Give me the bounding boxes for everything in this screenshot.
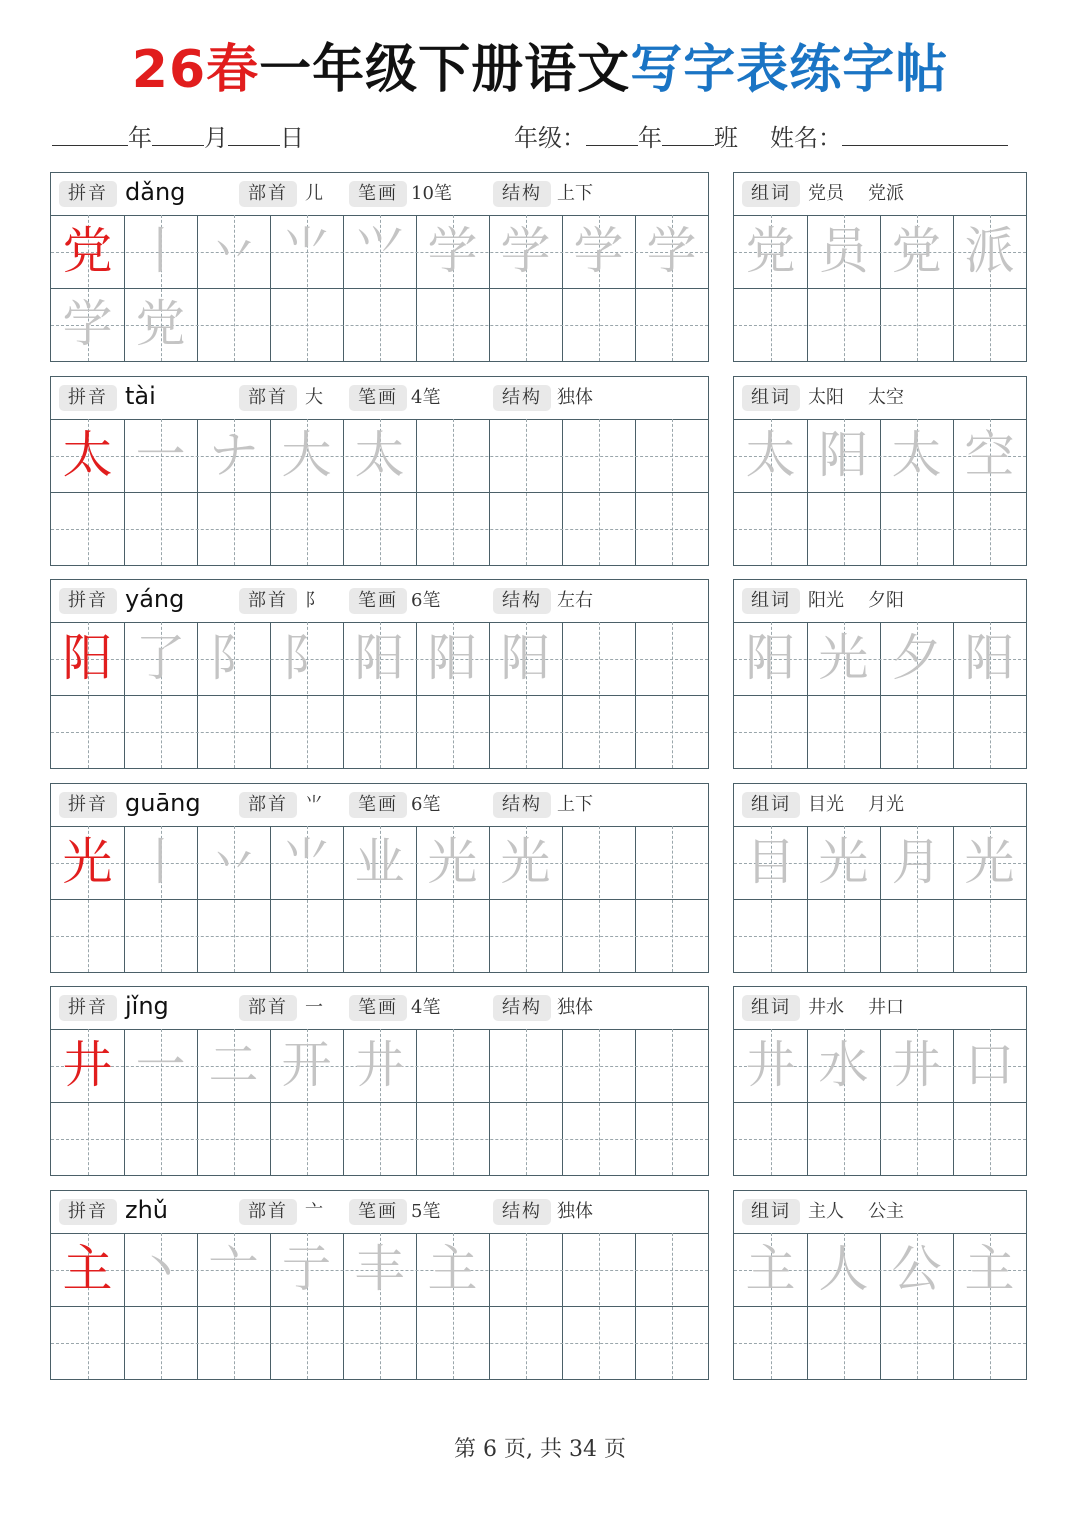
- writing-grid: [734, 419, 1026, 565]
- writing-cell[interactable]: [953, 899, 1026, 972]
- page-number: 第 6 页, 共 34 页: [454, 1437, 626, 1462]
- writing-cell[interactable]: [880, 288, 953, 361]
- word-char-trace: 口: [964, 1036, 1015, 1094]
- stroke-order-trace: 学: [62, 295, 113, 353]
- writing-cell[interactable]: [197, 899, 270, 972]
- writing-cell[interactable]: [635, 1306, 708, 1379]
- writing-grid: [51, 215, 708, 361]
- date-fields: [52, 118, 304, 154]
- word-char-trace: 党: [745, 222, 796, 280]
- day-label: 日: [280, 124, 304, 152]
- class-blank[interactable]: [662, 123, 714, 146]
- grade-year-blank[interactable]: [586, 123, 638, 146]
- radical-value: 一: [305, 997, 323, 1018]
- model-character: 阳: [62, 629, 113, 687]
- pinyin-value: tài: [125, 382, 156, 410]
- writing-cell[interactable]: [635, 695, 708, 768]
- writing-grid: [51, 622, 708, 768]
- word-1: 主人: [808, 1201, 844, 1222]
- strokes-value: 4笔: [411, 997, 441, 1018]
- class-label: 班: [714, 124, 738, 152]
- writing-cell[interactable]: [807, 1102, 880, 1175]
- writing-cell[interactable]: [197, 695, 270, 768]
- stroke-order-trace: ナ: [208, 426, 259, 484]
- word-char-trace: 井: [745, 1036, 796, 1094]
- writing-cell[interactable]: [416, 1029, 489, 1102]
- writing-cell[interactable]: [124, 899, 197, 972]
- writing-cell[interactable]: [489, 1233, 562, 1306]
- structure-value: 上下: [557, 183, 593, 204]
- writing-cell[interactable]: [489, 1029, 562, 1102]
- pinyin-tag: 拼音: [59, 995, 117, 1021]
- words-card: [733, 783, 1027, 973]
- pinyin-tag: 拼音: [59, 792, 117, 818]
- radical-value: 儿: [305, 183, 323, 204]
- title-part-red: 26春: [131, 40, 260, 100]
- writing-grid: [734, 1233, 1026, 1379]
- radical-tag: 部首: [239, 385, 297, 411]
- char-card: [50, 376, 709, 566]
- word-2: 党派: [868, 183, 904, 204]
- word-char-trace: 阳: [964, 629, 1015, 687]
- writing-cell[interactable]: [489, 288, 562, 361]
- strokes-tag: 笔画: [349, 588, 407, 614]
- writing-cell[interactable]: [416, 492, 489, 565]
- writing-cell[interactable]: [51, 899, 124, 972]
- stroke-order-trace: 井: [354, 1036, 405, 1094]
- writing-grid: [734, 826, 1026, 972]
- pinyin-tag: 拼音: [59, 588, 117, 614]
- char-card-header: [51, 377, 708, 420]
- stroke-order-trace: ⺍: [354, 222, 405, 280]
- name-blank[interactable]: [842, 123, 1008, 146]
- writing-cell[interactable]: [197, 492, 270, 565]
- char-card-header: [51, 784, 708, 827]
- words-card-header: [734, 173, 1026, 216]
- writing-cell[interactable]: [635, 622, 708, 695]
- words-card-header: [734, 987, 1026, 1030]
- word-char-trace: 派: [964, 222, 1015, 280]
- writing-cell[interactable]: [197, 1306, 270, 1379]
- writing-cell[interactable]: [807, 288, 880, 361]
- grade-year-label: 年: [638, 124, 662, 152]
- writing-cell[interactable]: [343, 1306, 416, 1379]
- writing-cell[interactable]: [734, 492, 807, 565]
- stroke-order-trace: 开: [281, 1036, 332, 1094]
- writing-cell[interactable]: [562, 899, 635, 972]
- writing-cell[interactable]: [880, 492, 953, 565]
- writing-cell[interactable]: [635, 1102, 708, 1175]
- word-char-trace: 太: [891, 426, 942, 484]
- stroke-order-trace: 阝: [208, 629, 259, 687]
- stroke-order-trace: 亍: [281, 1240, 332, 1298]
- stroke-order-trace: ⺌: [281, 222, 332, 280]
- writing-cell[interactable]: [734, 695, 807, 768]
- strokes-value: 10笔: [411, 183, 452, 204]
- writing-cell[interactable]: [635, 419, 708, 492]
- writing-cell[interactable]: [51, 1102, 124, 1175]
- writing-grid: [734, 1029, 1026, 1175]
- writing-cell[interactable]: [734, 899, 807, 972]
- radical-value: ⺌: [305, 794, 323, 815]
- words-card-header: [734, 1191, 1026, 1234]
- stroke-order-trace: 亠: [208, 1240, 259, 1298]
- radical-tag: 部首: [239, 995, 297, 1021]
- word-char-trace: 阳: [818, 426, 869, 484]
- writing-cell[interactable]: [489, 695, 562, 768]
- writing-cell[interactable]: [562, 826, 635, 899]
- stroke-order-trace: 二: [208, 1036, 259, 1094]
- stroke-order-trace: ⺌: [281, 833, 332, 891]
- stroke-order-trace: 丷: [208, 222, 259, 280]
- structure-value: 上下: [557, 794, 593, 815]
- model-character: 主: [62, 1240, 113, 1298]
- pinyin-value: guāng: [125, 789, 201, 817]
- pinyin-tag: 拼音: [59, 385, 117, 411]
- stroke-order-trace: 大: [281, 426, 332, 484]
- words-card-header: [734, 377, 1026, 420]
- stroke-order-trace: 学: [573, 222, 624, 280]
- word-char-trace: 井: [891, 1036, 942, 1094]
- stroke-order-trace: 学: [500, 222, 551, 280]
- stroke-order-trace: 光: [427, 833, 478, 891]
- month-label: 月: [204, 124, 228, 152]
- title-part-blue: 写字表练字帖: [630, 40, 949, 100]
- writing-cell[interactable]: [489, 899, 562, 972]
- word-char-trace: 主: [745, 1240, 796, 1298]
- structure-value: 独体: [557, 1201, 593, 1222]
- stroke-order-trace: 丶: [135, 1240, 186, 1298]
- model-character: 党: [62, 222, 113, 280]
- writing-cell[interactable]: [562, 419, 635, 492]
- stroke-order-trace: 光: [500, 833, 551, 891]
- stroke-order-trace: 党: [135, 295, 186, 353]
- word-char-trace: 员: [818, 222, 869, 280]
- stroke-order-trace: 主: [427, 1240, 478, 1298]
- word-char-trace: 光: [964, 833, 1015, 891]
- writing-cell[interactable]: [734, 1306, 807, 1379]
- model-character: 井: [62, 1036, 113, 1094]
- radical-value: 亠: [305, 1201, 323, 1222]
- char-card: [50, 783, 709, 973]
- word-char-trace: 光: [818, 629, 869, 687]
- writing-cell[interactable]: [734, 288, 807, 361]
- structure-value: 左右: [557, 590, 593, 611]
- structure-tag: 结构: [493, 181, 551, 207]
- char-card-header: [51, 580, 708, 623]
- words-tag: 组词: [742, 588, 800, 614]
- stroke-order-trace: 丨: [135, 222, 186, 280]
- radical-tag: 部首: [239, 792, 297, 818]
- writing-cell[interactable]: [807, 492, 880, 565]
- writing-cell[interactable]: [807, 899, 880, 972]
- stroke-order-trace: 了: [135, 629, 186, 687]
- writing-cell[interactable]: [489, 419, 562, 492]
- word-1: 井水: [808, 997, 844, 1018]
- writing-cell[interactable]: [270, 899, 343, 972]
- pinyin-value: jǐng: [125, 992, 169, 1020]
- writing-grid: [734, 215, 1026, 361]
- pinyin-tag: 拼音: [59, 1199, 117, 1225]
- writing-grid: [51, 1029, 708, 1175]
- word-char-trace: 党: [891, 222, 942, 280]
- pinyin-value: dǎng: [125, 178, 186, 206]
- word-2: 公主: [868, 1201, 904, 1222]
- writing-cell[interactable]: [489, 492, 562, 565]
- writing-cell[interactable]: [343, 1102, 416, 1175]
- writing-cell[interactable]: [953, 1306, 1026, 1379]
- writing-cell[interactable]: [880, 695, 953, 768]
- words-card: [733, 986, 1027, 1176]
- writing-cell[interactable]: [880, 1102, 953, 1175]
- writing-cell[interactable]: [416, 1102, 489, 1175]
- writing-cell[interactable]: [880, 1306, 953, 1379]
- grade-label: 年级：: [514, 124, 586, 152]
- word-char-trace: 太: [745, 426, 796, 484]
- writing-cell[interactable]: [51, 1306, 124, 1379]
- words-tag: 组词: [742, 1199, 800, 1225]
- strokes-value: 6笔: [411, 590, 441, 611]
- writing-cell[interactable]: [124, 1306, 197, 1379]
- writing-cell[interactable]: [270, 1102, 343, 1175]
- writing-cell[interactable]: [807, 695, 880, 768]
- char-card: [50, 579, 709, 769]
- writing-cell[interactable]: [416, 695, 489, 768]
- strokes-tag: 笔画: [349, 995, 407, 1021]
- structure-value: 独体: [557, 387, 593, 408]
- word-2: 月光: [868, 794, 904, 815]
- word-char-trace: 水: [818, 1036, 869, 1094]
- stroke-order-trace: 一: [135, 426, 186, 484]
- writing-cell[interactable]: [343, 288, 416, 361]
- writing-cell[interactable]: [124, 695, 197, 768]
- word-2: 太空: [868, 387, 904, 408]
- writing-cell[interactable]: [197, 1102, 270, 1175]
- writing-grid: [51, 826, 708, 972]
- strokes-value: 5笔: [411, 1201, 441, 1222]
- title-part-black: 一年级下册语文: [259, 40, 631, 100]
- student-fields: [514, 118, 1008, 154]
- structure-tag: 结构: [493, 792, 551, 818]
- writing-grid: [51, 419, 708, 565]
- writing-grid: [734, 622, 1026, 768]
- stroke-order-trace: 学: [427, 222, 478, 280]
- writing-cell[interactable]: [416, 419, 489, 492]
- writing-cell[interactable]: [51, 492, 124, 565]
- structure-tag: 结构: [493, 1199, 551, 1225]
- stroke-order-trace: 阳: [427, 629, 478, 687]
- strokes-value: 4笔: [411, 387, 441, 408]
- stroke-order-trace: 阳: [500, 629, 551, 687]
- writing-cell[interactable]: [635, 899, 708, 972]
- writing-cell[interactable]: [124, 492, 197, 565]
- stroke-order-trace: 学: [646, 222, 697, 280]
- word-char-trace: 主: [964, 1240, 1015, 1298]
- page-title: [0, 34, 1080, 106]
- writing-cell[interactable]: [953, 695, 1026, 768]
- words-tag: 组词: [742, 995, 800, 1021]
- word-char-trace: 空: [964, 426, 1015, 484]
- model-character: 太: [62, 426, 113, 484]
- year-blank[interactable]: [52, 123, 128, 146]
- word-1: 阳光: [808, 590, 844, 611]
- structure-value: 独体: [557, 997, 593, 1018]
- writing-cell[interactable]: [953, 1102, 1026, 1175]
- words-tag: 组词: [742, 385, 800, 411]
- writing-cell[interactable]: [270, 695, 343, 768]
- structure-tag: 结构: [493, 385, 551, 411]
- word-char-trace: 人: [818, 1240, 869, 1298]
- writing-cell[interactable]: [562, 288, 635, 361]
- strokes-tag: 笔画: [349, 385, 407, 411]
- writing-cell[interactable]: [953, 492, 1026, 565]
- word-char-trace: 光: [818, 833, 869, 891]
- radical-tag: 部首: [239, 1199, 297, 1225]
- radical-value: 阝: [305, 590, 323, 611]
- writing-cell[interactable]: [416, 899, 489, 972]
- strokes-tag: 笔画: [349, 181, 407, 207]
- char-card-header: [51, 1191, 708, 1234]
- writing-cell[interactable]: [51, 695, 124, 768]
- word-1: 太阳: [808, 387, 844, 408]
- writing-cell[interactable]: [270, 1306, 343, 1379]
- writing-cell[interactable]: [562, 1306, 635, 1379]
- writing-cell[interactable]: [416, 1306, 489, 1379]
- writing-cell[interactable]: [489, 1102, 562, 1175]
- day-blank[interactable]: [228, 123, 280, 146]
- writing-cell[interactable]: [343, 492, 416, 565]
- structure-tag: 结构: [493, 588, 551, 614]
- writing-cell[interactable]: [635, 1233, 708, 1306]
- writing-cell[interactable]: [416, 288, 489, 361]
- radical-tag: 部首: [239, 181, 297, 207]
- pinyin-tag: 拼音: [59, 181, 117, 207]
- writing-cell[interactable]: [880, 899, 953, 972]
- pinyin-value: yáng: [125, 585, 185, 613]
- month-blank[interactable]: [152, 123, 204, 146]
- stroke-order-trace: 丨: [135, 833, 186, 891]
- word-2: 井口: [868, 997, 904, 1018]
- writing-grid: [51, 1233, 708, 1379]
- char-card: [50, 172, 709, 362]
- writing-cell[interactable]: [807, 1306, 880, 1379]
- words-card: [733, 172, 1027, 362]
- radical-value: 大: [305, 387, 323, 408]
- word-char-trace: 公: [891, 1240, 942, 1298]
- writing-cell[interactable]: [635, 826, 708, 899]
- writing-cell[interactable]: [270, 288, 343, 361]
- strokes-value: 6笔: [411, 794, 441, 815]
- writing-cell[interactable]: [562, 695, 635, 768]
- strokes-tag: 笔画: [349, 792, 407, 818]
- writing-cell[interactable]: [489, 1306, 562, 1379]
- word-2: 夕阳: [868, 590, 904, 611]
- writing-cell[interactable]: [635, 1029, 708, 1102]
- word-1: 党员: [808, 183, 844, 204]
- writing-cell[interactable]: [343, 899, 416, 972]
- name-label: 姓名：: [770, 124, 842, 152]
- writing-cell[interactable]: [562, 1102, 635, 1175]
- writing-cell[interactable]: [270, 492, 343, 565]
- stroke-order-trace: 丷: [208, 833, 259, 891]
- words-card-header: [734, 580, 1026, 623]
- stroke-order-trace: 丰: [354, 1240, 405, 1298]
- writing-cell[interactable]: [953, 288, 1026, 361]
- pinyin-value: zhǔ: [125, 1196, 169, 1224]
- char-card-header: [51, 173, 708, 216]
- char-card: [50, 1190, 709, 1380]
- word-char-trace: 阳: [745, 629, 796, 687]
- writing-cell[interactable]: [734, 1102, 807, 1175]
- stroke-order-trace: 业: [354, 833, 405, 891]
- writing-cell[interactable]: [635, 288, 708, 361]
- writing-cell[interactable]: [124, 1102, 197, 1175]
- words-card: [733, 579, 1027, 769]
- char-card: [50, 986, 709, 1176]
- stroke-order-trace: 阝: [281, 629, 332, 687]
- stroke-order-trace: 一: [135, 1036, 186, 1094]
- writing-cell[interactable]: [562, 622, 635, 695]
- words-card-header: [734, 784, 1026, 827]
- radical-tag: 部首: [239, 588, 297, 614]
- words-card: [733, 1190, 1027, 1380]
- writing-cell[interactable]: [635, 492, 708, 565]
- word-char-trace: 月: [891, 833, 942, 891]
- words-tag: 组词: [742, 792, 800, 818]
- writing-cell[interactable]: [562, 1233, 635, 1306]
- words-tag: 组词: [742, 181, 800, 207]
- strokes-tag: 笔画: [349, 1199, 407, 1225]
- writing-cell[interactable]: [343, 695, 416, 768]
- words-card: [733, 376, 1027, 566]
- char-card-header: [51, 987, 708, 1030]
- writing-cell[interactable]: [562, 1029, 635, 1102]
- writing-cell[interactable]: [562, 492, 635, 565]
- model-character: 光: [62, 833, 113, 891]
- year-label: 年: [128, 124, 152, 152]
- writing-cell[interactable]: [197, 288, 270, 361]
- structure-tag: 结构: [493, 995, 551, 1021]
- stroke-order-trace: 阳: [354, 629, 405, 687]
- word-1: 目光: [808, 794, 844, 815]
- word-char-trace: 夕: [891, 629, 942, 687]
- word-char-trace: 目: [745, 833, 796, 891]
- stroke-order-trace: 太: [354, 426, 405, 484]
